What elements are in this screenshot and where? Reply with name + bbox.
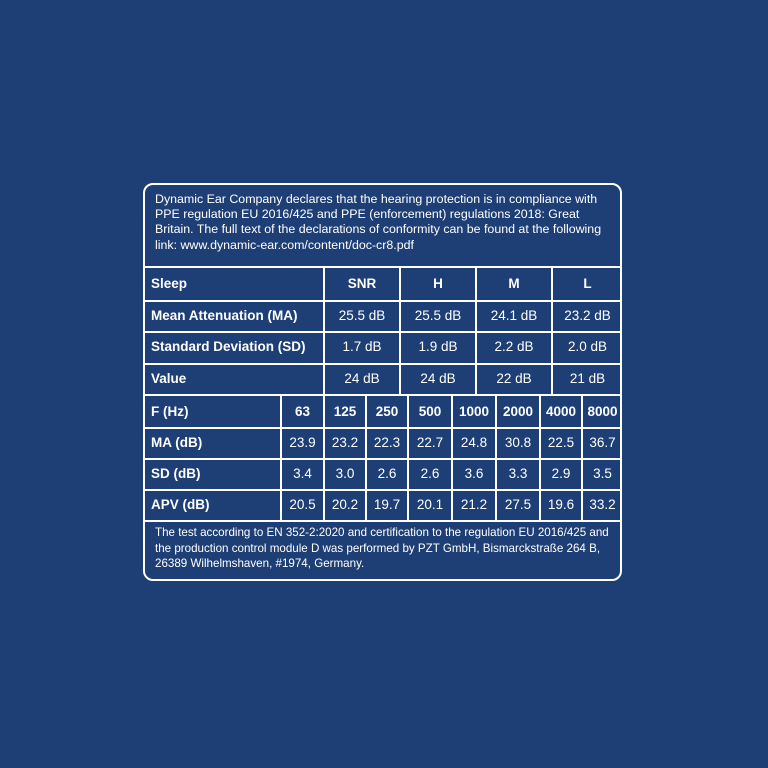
table-column-divider (399, 268, 401, 394)
table-row-divider (145, 489, 620, 491)
summary-value-cell: 22 dB (496, 370, 532, 386)
frequency-value-cell: 3.6 (464, 465, 484, 481)
frequency-value-cell: 36.7 (589, 434, 616, 450)
table-row-divider (145, 331, 620, 333)
frequency-value-cell: 2.6 (377, 465, 397, 481)
table-row-divider (145, 300, 620, 302)
frequency-value-cell: 22.5 (547, 434, 575, 450)
frequency-header-cell: 1000 (458, 403, 490, 419)
table-column-divider (280, 396, 282, 520)
frequency-value-cell: 20.5 (289, 496, 316, 512)
table-column-divider (495, 396, 497, 520)
frequency-value-cell: 27.5 (504, 496, 532, 512)
summary-row-label: Mean Attenuation (MA) (151, 307, 298, 323)
frequency-value-cell: 3.3 (508, 465, 528, 481)
frequency-value-cell: 33.2 (589, 496, 616, 512)
frequency-header-cell: 8000 (587, 403, 618, 419)
table-column-divider (581, 396, 583, 520)
table-column-divider (475, 268, 477, 394)
table-row-divider (145, 458, 620, 460)
frequency-value-cell: 23.2 (331, 434, 359, 450)
summary-value-cell: 25.5 dB (414, 307, 462, 323)
summary-value-cell: 25.5 dB (338, 307, 386, 323)
table-row-divider (145, 427, 620, 429)
frequency-value-cell: 22.7 (416, 434, 444, 450)
frequency-header-cell: 125 (333, 403, 357, 419)
frequency-header-cell: 2000 (502, 403, 534, 419)
frequency-row-label: MA (dB) (151, 434, 203, 450)
frequency-header-cell: 63 (294, 403, 311, 419)
summary-value-cell: 24.1 dB (490, 307, 538, 323)
table-column-divider (539, 396, 541, 520)
frequency-value-cell: 19.7 (373, 496, 401, 512)
frequency-value-cell: 3.0 (335, 465, 355, 481)
table-column-divider (365, 396, 367, 520)
summary-row-label: Value (151, 370, 187, 386)
frequency-row-label: SD (dB) (151, 465, 201, 481)
frequency-value-cell: 30.8 (504, 434, 532, 450)
summary-header-cell: H (433, 276, 443, 292)
summary-value-cell: 21 dB (569, 370, 606, 386)
frequency-value-cell: 2.6 (420, 465, 440, 481)
frequency-value-cell: 22.3 (373, 434, 401, 450)
conformity-label-card (143, 183, 622, 581)
frequency-header-cell: 4000 (545, 403, 577, 419)
frequency-header-cell: 250 (375, 403, 399, 419)
table-column-divider (323, 396, 325, 520)
summary-value-cell: 23.2 dB (564, 307, 611, 323)
summary-header-cell: M (508, 276, 520, 292)
summary-header-cell: SNR (347, 276, 377, 292)
frequency-value-cell: 20.2 (331, 496, 359, 512)
frequency-value-cell: 20.1 (416, 496, 444, 512)
summary-row-label: Standard Deviation (SD) (151, 339, 306, 355)
table-column-divider (323, 268, 325, 394)
certification-text: The test according to EN 352-2:2020 and certification to the regulation EU 2016/425 and the production control module D was performed by PZT GmbH, Bismarckstraße 264 B, 26389 Wilhelmshaven, #1974, Germany. (155, 526, 609, 571)
table-row-divider (145, 520, 620, 522)
frequency-header-label: F (Hz) (151, 403, 189, 419)
frequency-row-label: APV (dB) (151, 496, 210, 512)
table-column-divider (551, 268, 553, 394)
summary-header-label: Sleep (151, 276, 188, 292)
table-column-divider (451, 396, 453, 520)
frequency-value-cell: 21.2 (460, 496, 488, 512)
summary-value-cell: 24 dB (420, 370, 456, 386)
table-column-divider (407, 396, 409, 520)
frequency-value-cell: 3.4 (293, 465, 312, 481)
summary-value-cell: 1.9 dB (418, 339, 458, 355)
frequency-value-cell: 24.8 (460, 434, 488, 450)
frequency-value-cell: 3.5 (593, 465, 612, 481)
frequency-value-cell: 19.6 (547, 496, 575, 512)
summary-value-cell: 2.0 dB (567, 339, 608, 355)
summary-value-cell: 24 dB (344, 370, 380, 386)
summary-header-cell: L (583, 276, 592, 292)
summary-value-cell: 2.2 dB (494, 339, 534, 355)
table-row-divider (145, 363, 620, 365)
frequency-value-cell: 23.9 (289, 434, 316, 450)
frequency-header-cell: 500 (418, 403, 442, 419)
summary-value-cell: 1.7 dB (342, 339, 382, 355)
declaration-text: Dynamic Ear Company declares that the hearing protection is in compliance with PPE regulation EU 2016/425 and PPE (enforcement) regulations 2018: Great Britain. The full text of the declarations of conformity can be found at the following link: www.dynamic-ear.com/content/doc-cr8.pdf (145, 185, 620, 268)
frequency-value-cell: 2.9 (551, 465, 571, 481)
